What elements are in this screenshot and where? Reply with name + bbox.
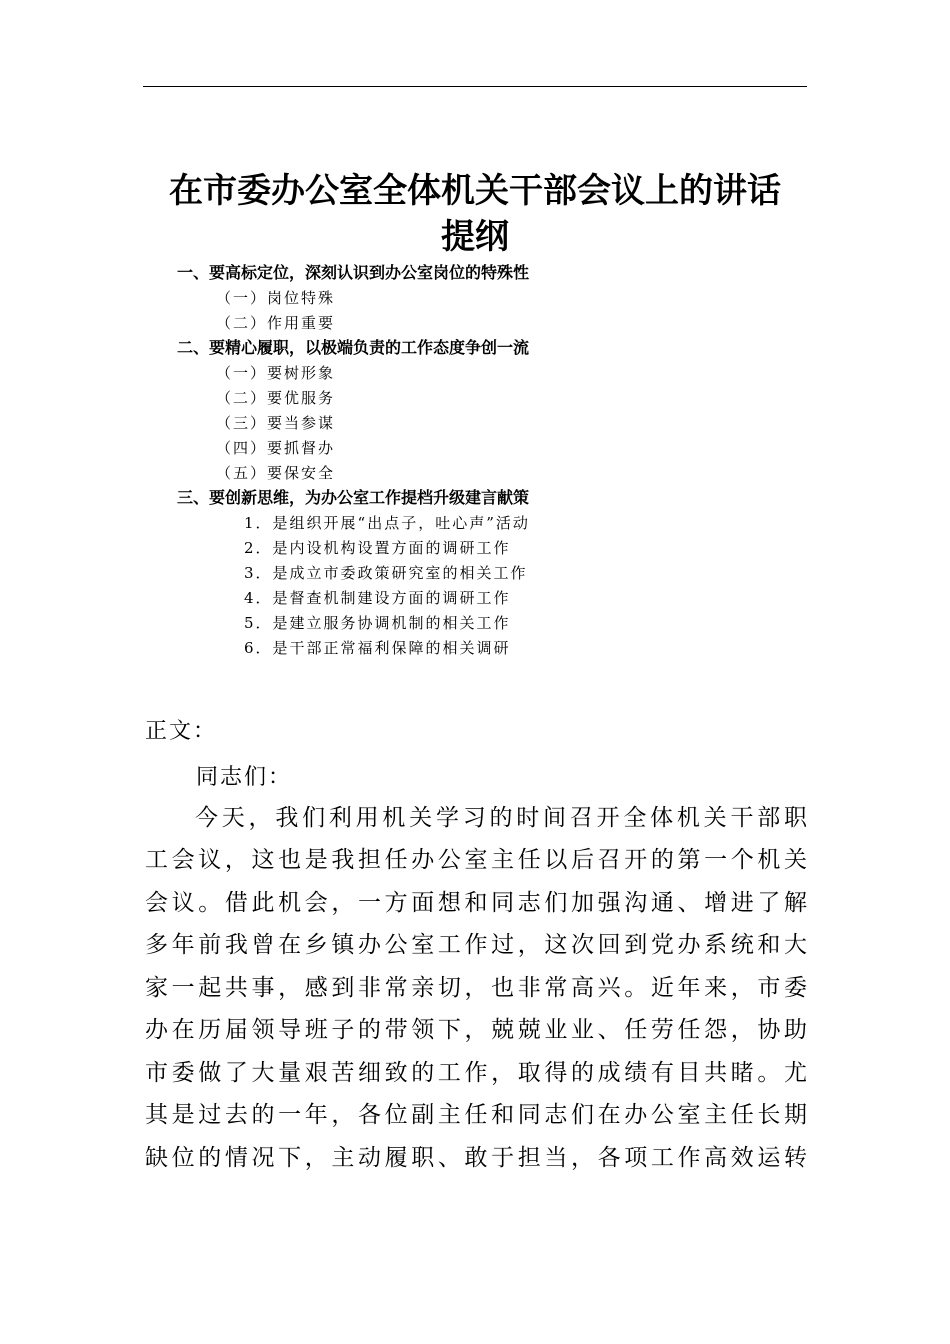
outline-heading-3: 三、要创新思维，为办公室工作提档升级建言献策 bbox=[177, 488, 530, 507]
outline-subitem: 1．是组织开展“出点子，吐心声”活动 bbox=[244, 514, 530, 532]
outline-heading-2: 二、要精心履职，以极端负责的工作态度争创一流 bbox=[177, 338, 530, 357]
document-title bbox=[143, 168, 807, 260]
body-line: 会议。借此机会，一方面想和同志们加强沟通、增进了解 bbox=[145, 890, 807, 916]
outline-subitem: 5．是建立服务协调机制的相关工作 bbox=[244, 614, 511, 632]
outline-item: （四）要抓督办 bbox=[216, 439, 336, 457]
outline-item: （三）要当参谋 bbox=[216, 414, 336, 432]
outline-item: （一）要树形象 bbox=[216, 364, 336, 382]
salutation: 同志们： bbox=[196, 765, 293, 790]
body-line: 市委做了大量艰苦细致的工作，取得的成绩有目共睹。尤 bbox=[145, 1060, 807, 1086]
outline-item: （二）作用重要 bbox=[216, 314, 336, 332]
body-line: 工会议，这也是我担任办公室主任以后召开的第一个机关 bbox=[145, 847, 807, 873]
outline-subitem: 3．是成立市委政策研究室的相关工作 bbox=[244, 564, 528, 582]
header-rule bbox=[143, 86, 807, 87]
outline-item: （二）要优服务 bbox=[216, 389, 336, 407]
body-line: 今天，我们利用机关学习的时间召开全体机关干部职 bbox=[195, 805, 807, 831]
outline-item: （一）岗位特殊 bbox=[216, 289, 336, 307]
outline-item: （五）要保安全 bbox=[216, 464, 336, 482]
body-line: 办在历届领导班子的带领下，兢兢业业、任劳任怨，协助 bbox=[145, 1017, 807, 1043]
outline-heading-1: 一、要高标定位，深刻认识到办公室岗位的特殊性 bbox=[177, 263, 530, 282]
body-line: 缺位的情况下，主动履职、敢于担当，各项工作高效运转 bbox=[145, 1145, 807, 1171]
body-line: 其是过去的一年，各位副主任和同志们在办公室主任长期 bbox=[145, 1102, 807, 1128]
body-line: 家一起共事，感到非常亲切，也非常高兴。近年来，市委 bbox=[145, 975, 807, 1001]
body-label: 正文： bbox=[145, 719, 218, 744]
outline-subitem: 6．是干部正常福利保障的相关调研 bbox=[244, 639, 511, 657]
title-line-2: 提纲 bbox=[441, 217, 509, 257]
body-line: 多年前我曾在乡镇办公室工作过，这次回到党办系统和大 bbox=[145, 932, 807, 958]
title-line-1: 在市委办公室全体机关干部会议上的讲话 bbox=[169, 171, 781, 211]
outline-subitem: 2．是内设机构设置方面的调研工作 bbox=[244, 539, 511, 557]
outline-subitem: 4．是督查机制建设方面的调研工作 bbox=[244, 589, 511, 607]
